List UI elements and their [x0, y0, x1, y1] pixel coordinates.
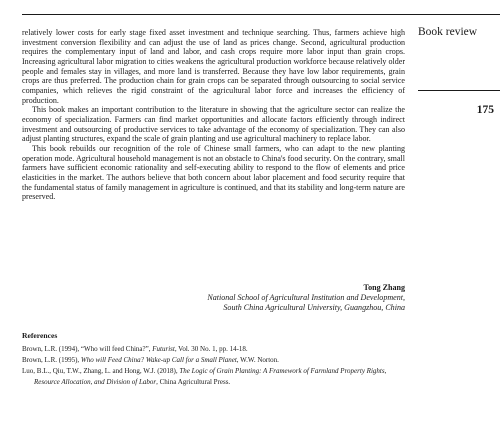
- references-heading: References: [22, 331, 58, 340]
- reference-item: [22, 355, 405, 366]
- reference-item: [22, 366, 405, 388]
- reviewer-affiliation: National School of Agricultural Institution and Development,: [207, 292, 405, 302]
- top-rule: [22, 14, 500, 15]
- references-section: [22, 330, 405, 388]
- body-paragraph: relatively lower costs for early stage fixed asset investment and technique searching. Thus, farmers achieve high investment conversion flexibility and can adjust the use of land as prices change. Second, agricultural production requires the complementary input of land and labor, and cash crops require more labor input than grain crops. Increasing agricultural labor migration to cities weakens the agricultural production workforce because relatively older people and females stay in villages, and more land is transferred. Because they have low labor requirements, grain crops are thus preferred. The production chain for grain crops can be separated through outsourcing to social service companies, which relieves the rigid constraint of the agricultural labor force and increases the efficiency of production.: [22, 28, 405, 105]
- reviewer-signature: [22, 283, 405, 312]
- page-number: 175: [476, 104, 494, 116]
- reference-text: Brown, L.R. (1994), “Who will feed China?”,: [22, 345, 153, 353]
- reference-text: Luo, B.L., Qiu, T.W., Zhang, L. and Hong, W.J. (2018),: [22, 367, 180, 375]
- body-paragraph: This book makes an important contribution to the literature in showing that the agriculture sector can realize the economy of specialization. Farmers can find market opportunities and allocate factors efficiently through indirect investment and outsourcing of productive services to take advantage of the economy of specialization. They can also adjust planting structures, expand the scale of grain planting and use agricultural machinery to replace labor.: [22, 105, 405, 144]
- section-label: Book review: [418, 26, 478, 38]
- body-paragraph: This book rebuilds our recognition of the role of Chinese small farmers, who can adapt to the new planting operation mode. Agricultural household management is not an obstacle to China's food security. On the contrary, small farmers have sufficient economic rationality and self-executing ability to respond to the flow of elements and price elasticities in the market. The authors believe that both concern about labor placement and food security require that the fundamental status of family management in agriculture is continued, and that its stability and long-term nature are preserved.: [22, 143, 405, 202]
- reference-text: , Vol. 30 No. 1, pp. 14-18.: [174, 345, 248, 353]
- reference-title: Futurist: [152, 345, 175, 353]
- reference-text: , China Agricultural Press.: [156, 378, 231, 386]
- reviewer-name: Tong Zhang: [363, 283, 405, 292]
- body-text: [22, 28, 405, 202]
- reference-title: Who will Feed China? Wake-up Call for a Small Planet: [80, 356, 237, 364]
- margin-column: [418, 26, 500, 39]
- reference-item: [22, 344, 405, 355]
- reference-text: , W.W. Norton.: [236, 356, 279, 364]
- margin-rule: [418, 90, 500, 91]
- reviewer-affiliation: South China Agricultural University, Guangzhou, China: [223, 302, 405, 312]
- reference-title: The Logic of Grain Planting: A Framework of Farmland Property Rights, Resource Allocation, and Division of Labor: [34, 367, 387, 386]
- reference-text: Brown, L.R. (1995),: [22, 356, 81, 364]
